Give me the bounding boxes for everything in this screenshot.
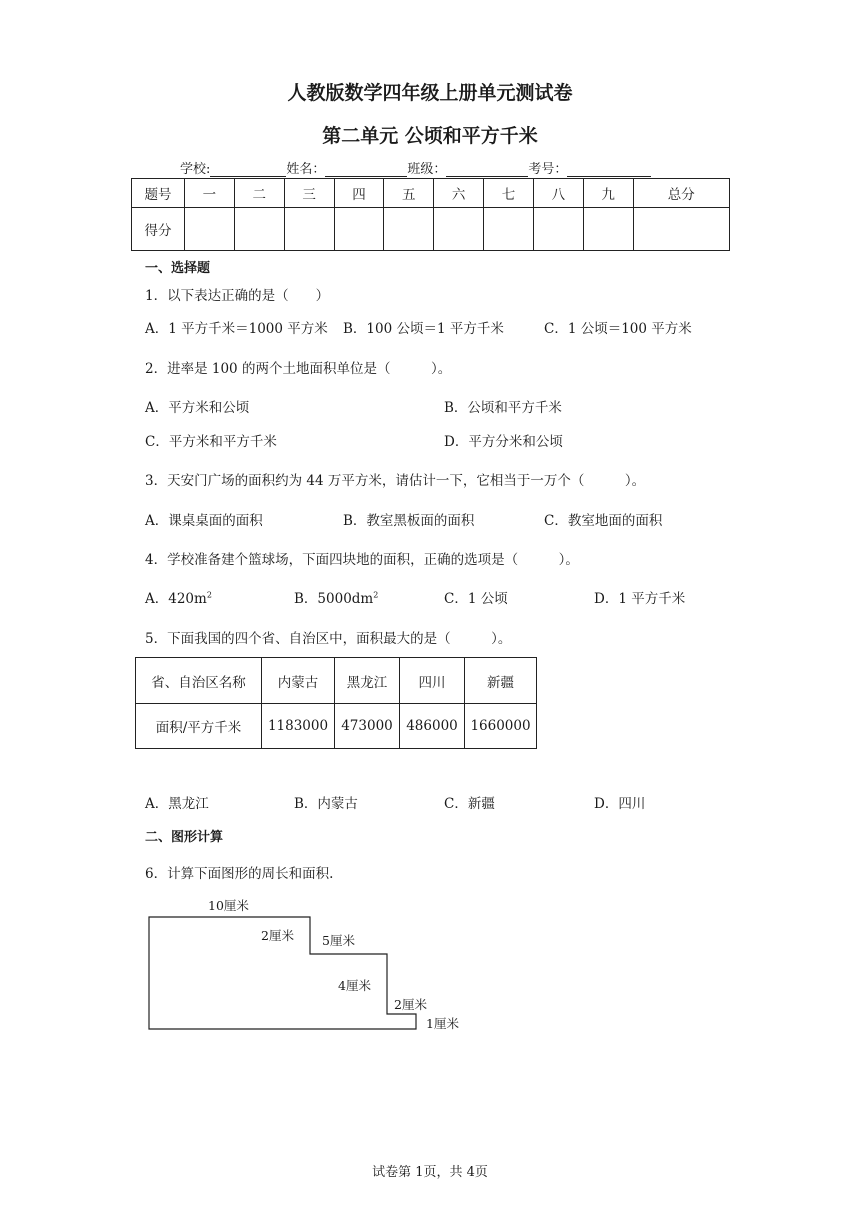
q3-stem: 3．天安门广场的面积约为 44 万平方米，请估计一下，它相当于一万个（ ）。 xyxy=(145,473,646,489)
staircase-figure xyxy=(140,890,480,1040)
score-table-cell: 五 xyxy=(384,179,434,208)
score-cell[interactable] xyxy=(484,208,534,251)
score-cell[interactable] xyxy=(185,208,235,251)
figure-label-step2-width: 2厘米 xyxy=(394,997,427,1012)
section-choice-title: 一、选择题 xyxy=(145,261,211,276)
q4-option-c[interactable]: C．1 公顷 xyxy=(444,591,508,607)
score-table-score-row xyxy=(132,208,730,251)
province-area-cell: 内蒙古 xyxy=(262,658,335,704)
province-area-cell: 486000 xyxy=(400,704,465,749)
q3-option-a[interactable]: A．课桌桌面的面积 xyxy=(145,513,263,529)
q1-stem: 1．以下表达正确的是（ ） xyxy=(145,288,330,304)
section-figure-title: 二、图形计算 xyxy=(145,830,224,845)
province-area-cell: 473000 xyxy=(335,704,400,749)
score-table-cell: 总分 xyxy=(633,179,729,208)
figure-label-step1-width: 5厘米 xyxy=(322,933,355,948)
name-blank[interactable] xyxy=(325,162,407,177)
school-label: 学校: xyxy=(180,162,211,177)
figure-label-step2-height: 4厘米 xyxy=(338,978,371,993)
page-footer: 试卷第 1页，共 4页 xyxy=(372,1165,488,1180)
figure-label-top: 10厘米 xyxy=(208,898,249,913)
score-table-header-row xyxy=(132,179,730,208)
page-title: 人教版数学四年级上册单元测试卷 xyxy=(287,82,573,104)
score-table-cell: 一 xyxy=(185,179,235,208)
q6-stem: 6．计算下面图形的周长和面积. xyxy=(145,866,334,882)
q4-option-b-text: B．5000dm xyxy=(294,591,374,607)
q4-option-a[interactable] xyxy=(145,587,212,607)
figure-label-step3-height: 1厘米 xyxy=(426,1016,459,1031)
score-table-cell: 六 xyxy=(434,179,484,208)
q4-option-d[interactable]: D．1 平方千米 xyxy=(594,591,686,607)
province-area-cell: 1660000 xyxy=(465,704,537,749)
score-cell[interactable] xyxy=(533,208,583,251)
score-table-cell: 七 xyxy=(484,179,534,208)
figure-label-step1: 2厘米 xyxy=(261,928,294,943)
province-area-cell: 四川 xyxy=(400,658,465,704)
score-table-cell: 四 xyxy=(334,179,384,208)
q1-option-a[interactable]: A．1 平方千米＝1000 平方米 xyxy=(145,321,328,337)
province-area-cell: 1183000 xyxy=(262,704,335,749)
school-blank[interactable] xyxy=(210,162,286,177)
score-table-cell: 八 xyxy=(533,179,583,208)
score-cell[interactable] xyxy=(583,208,633,251)
score-cell[interactable] xyxy=(384,208,434,251)
q5-option-b[interactable]: B．内蒙古 xyxy=(294,796,358,812)
q4-option-b[interactable] xyxy=(294,587,378,607)
score-cell[interactable] xyxy=(284,208,334,251)
student-info-line xyxy=(180,158,651,177)
q4-option-a-text: A．420m xyxy=(145,591,207,607)
score-table-cell: 九 xyxy=(583,179,633,208)
q5-option-c[interactable]: C．新疆 xyxy=(444,796,495,812)
score-table-cell: 二 xyxy=(234,179,284,208)
score-table-cell: 三 xyxy=(284,179,334,208)
q5-option-a[interactable]: A．黑龙江 xyxy=(145,796,209,812)
score-table xyxy=(131,178,730,251)
q2-option-a[interactable]: A．平方米和公顷 xyxy=(145,400,250,416)
province-area-header-row xyxy=(136,658,537,704)
score-table-cell: 题号 xyxy=(132,179,185,208)
q5-option-d[interactable]: D．四川 xyxy=(594,796,646,812)
province-area-value-row xyxy=(136,704,537,749)
province-area-cell: 面积/平方千米 xyxy=(136,704,262,749)
score-cell[interactable] xyxy=(234,208,284,251)
province-area-cell: 黑龙江 xyxy=(335,658,400,704)
score-cell[interactable] xyxy=(334,208,384,251)
id-blank[interactable] xyxy=(567,162,651,177)
q2-option-b[interactable]: B．公顷和平方千米 xyxy=(444,400,562,416)
province-area-table xyxy=(135,657,537,749)
score-cell[interactable] xyxy=(633,208,729,251)
province-area-cell: 新疆 xyxy=(465,658,537,704)
q2-option-c[interactable]: C．平方米和平方千米 xyxy=(145,434,277,450)
q5-stem: 5．下面我国的四个省、自治区中，面积最大的是（ ）。 xyxy=(145,631,512,647)
q3-option-c[interactable]: C．教室地面的面积 xyxy=(544,513,663,529)
q1-option-b[interactable]: B．100 公顷＝1 平方千米 xyxy=(343,321,504,337)
id-label: 考号： xyxy=(528,162,568,177)
province-area-cell: 省、自治区名称 xyxy=(136,658,262,704)
score-cell[interactable] xyxy=(434,208,484,251)
q4-stem: 4．学校准备建个篮球场，下面四块地的面积，正确的选项是（ ）。 xyxy=(145,552,579,568)
score-row-label: 得分 xyxy=(132,208,185,251)
q2-option-d[interactable]: D．平方分米和公顷 xyxy=(444,434,563,450)
unit-subtitle: 第二单元 公顷和平方千米 xyxy=(322,125,538,147)
q3-option-b[interactable]: B．教室黑板面的面积 xyxy=(343,513,475,529)
class-blank[interactable] xyxy=(446,162,528,177)
q4-option-b-exponent: 2 xyxy=(373,590,379,600)
q4-option-a-exponent: 2 xyxy=(206,590,212,600)
q1-option-c[interactable]: C．1 公顷＝100 平方米 xyxy=(544,321,692,337)
q2-stem: 2．进率是 100 的两个土地面积单位是（ ）。 xyxy=(145,361,452,377)
class-label: 班级： xyxy=(407,162,447,177)
name-label: 姓名： xyxy=(286,162,326,177)
